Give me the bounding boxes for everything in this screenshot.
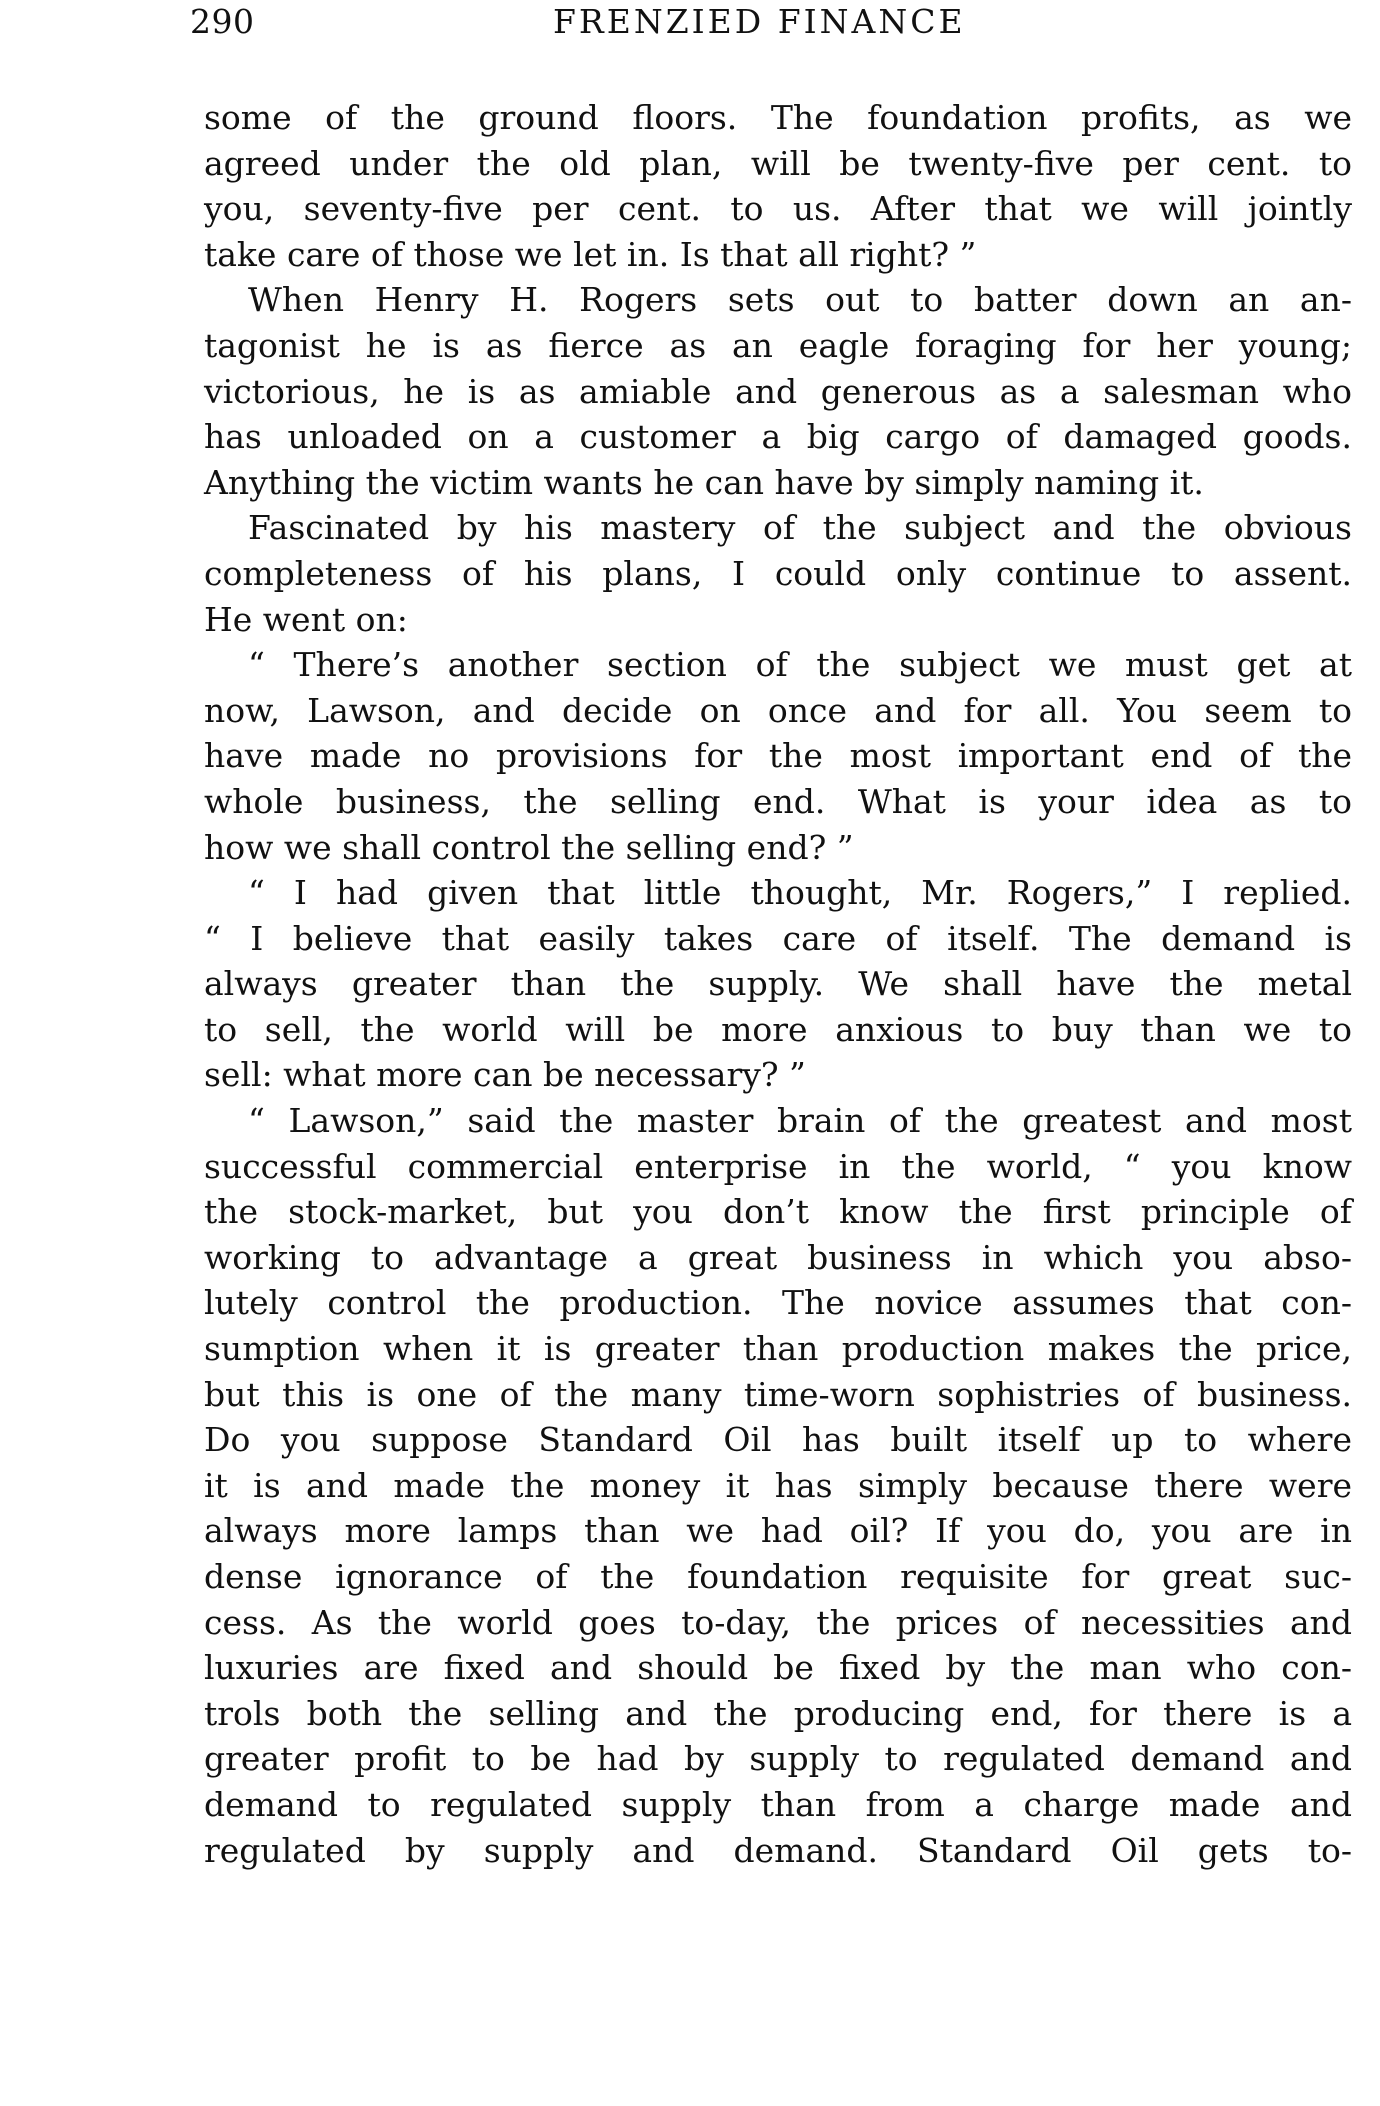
text-line: you, seventy-five per cent. to us. After that we will jointly <box>204 189 1352 229</box>
text-line: He went on: <box>204 599 408 639</box>
text-line: Anything the victim wants he can have by simply naming it. <box>204 462 1204 502</box>
text-line: luxuries are fixed and should be fixed by the man who con- <box>204 1648 1352 1688</box>
text-line: has unloaded on a customer a big cargo of damaged goods. <box>204 417 1352 457</box>
text-line: whole business, the selling end. What is your idea as to <box>204 781 1352 821</box>
text-line: take care of those we let in. Is that all right? ” <box>204 234 977 274</box>
text-line: to sell, the world will be more anxious to buy than we to <box>204 1009 1352 1049</box>
text-line: have made no provisions for the most important end of the <box>204 736 1352 776</box>
text-line: it is and made the money it has simply because there were <box>204 1465 1352 1505</box>
text-line: now, Lawson, and decide on once and for all. You seem to <box>204 690 1352 730</box>
text-line: always greater than the supply. We shall have the metal <box>204 964 1352 1004</box>
text-line: the stock-market, but you don’t know the first principle of <box>204 1192 1352 1232</box>
text-line: dense ignorance of the foundation requisite for great suc- <box>204 1557 1352 1596</box>
text-line: “ I had given that little thought, Mr. Rogers,” I replied. <box>248 873 1352 913</box>
text-line: victorious, he is as amiable and generous as a salesman who <box>204 371 1352 411</box>
text-line: “ There’s another section of the subject we must get at <box>248 645 1352 685</box>
running-head: FRENZIED FINANCE <box>553 2 966 41</box>
text-line: cess. As the world goes to-day, the prices of necessities and <box>204 1602 1352 1642</box>
text-line: but this is one of the many time-worn sophistries of business. <box>204 1374 1352 1414</box>
text-line: completeness of his plans, I could only continue to assent. <box>204 553 1352 593</box>
text-line: how we shall control the selling end? ” <box>204 827 854 867</box>
text-line: When Henry H. Rogers sets out to batter down an an- <box>248 280 1352 320</box>
text-line: some of the ground floors. The foundation profits, as we <box>204 98 1352 137</box>
text-line: working to advantage a great business in which you abso- <box>204 1237 1352 1277</box>
body-text <box>204 95 1352 1873</box>
text-line: sell: what more can be necessary? ” <box>204 1055 806 1095</box>
text-line: regulated by supply and demand. Standard Oil gets to- <box>204 1830 1352 1870</box>
text-line: lutely control the production. The novice assumes that con- <box>204 1283 1352 1323</box>
text-line: sumption when it is greater than production makes the price, <box>204 1329 1352 1369</box>
page-header <box>190 2 1350 52</box>
text-line: agreed under the old plan, will be twenty-five per cent. to <box>204 143 1352 183</box>
text-line: successful commercial enterprise in the world, “ you know <box>204 1146 1352 1186</box>
text-line: greater profit to be had by supply to regulated demand and <box>204 1739 1352 1779</box>
page-number: 290 <box>190 2 255 41</box>
text-line: Fascinated by his mastery of the subject and the obvious <box>248 508 1352 548</box>
text-line: “ Lawson,” said the master brain of the greatest and most <box>248 1101 1352 1141</box>
text-line: “ I believe that easily takes care of itself. The demand is <box>204 918 1352 958</box>
text-line: tagonist he is as fierce as an eagle foraging for her young; <box>204 325 1352 365</box>
text-line: demand to regulated supply than from a charge made and <box>204 1784 1352 1824</box>
text-line: always more lamps than we had oil? If you do, you are in <box>204 1511 1352 1551</box>
text-line: trols both the selling and the producing end, for there is a <box>204 1693 1352 1733</box>
text-line: Do you suppose Standard Oil has built itself up to where <box>204 1420 1352 1460</box>
